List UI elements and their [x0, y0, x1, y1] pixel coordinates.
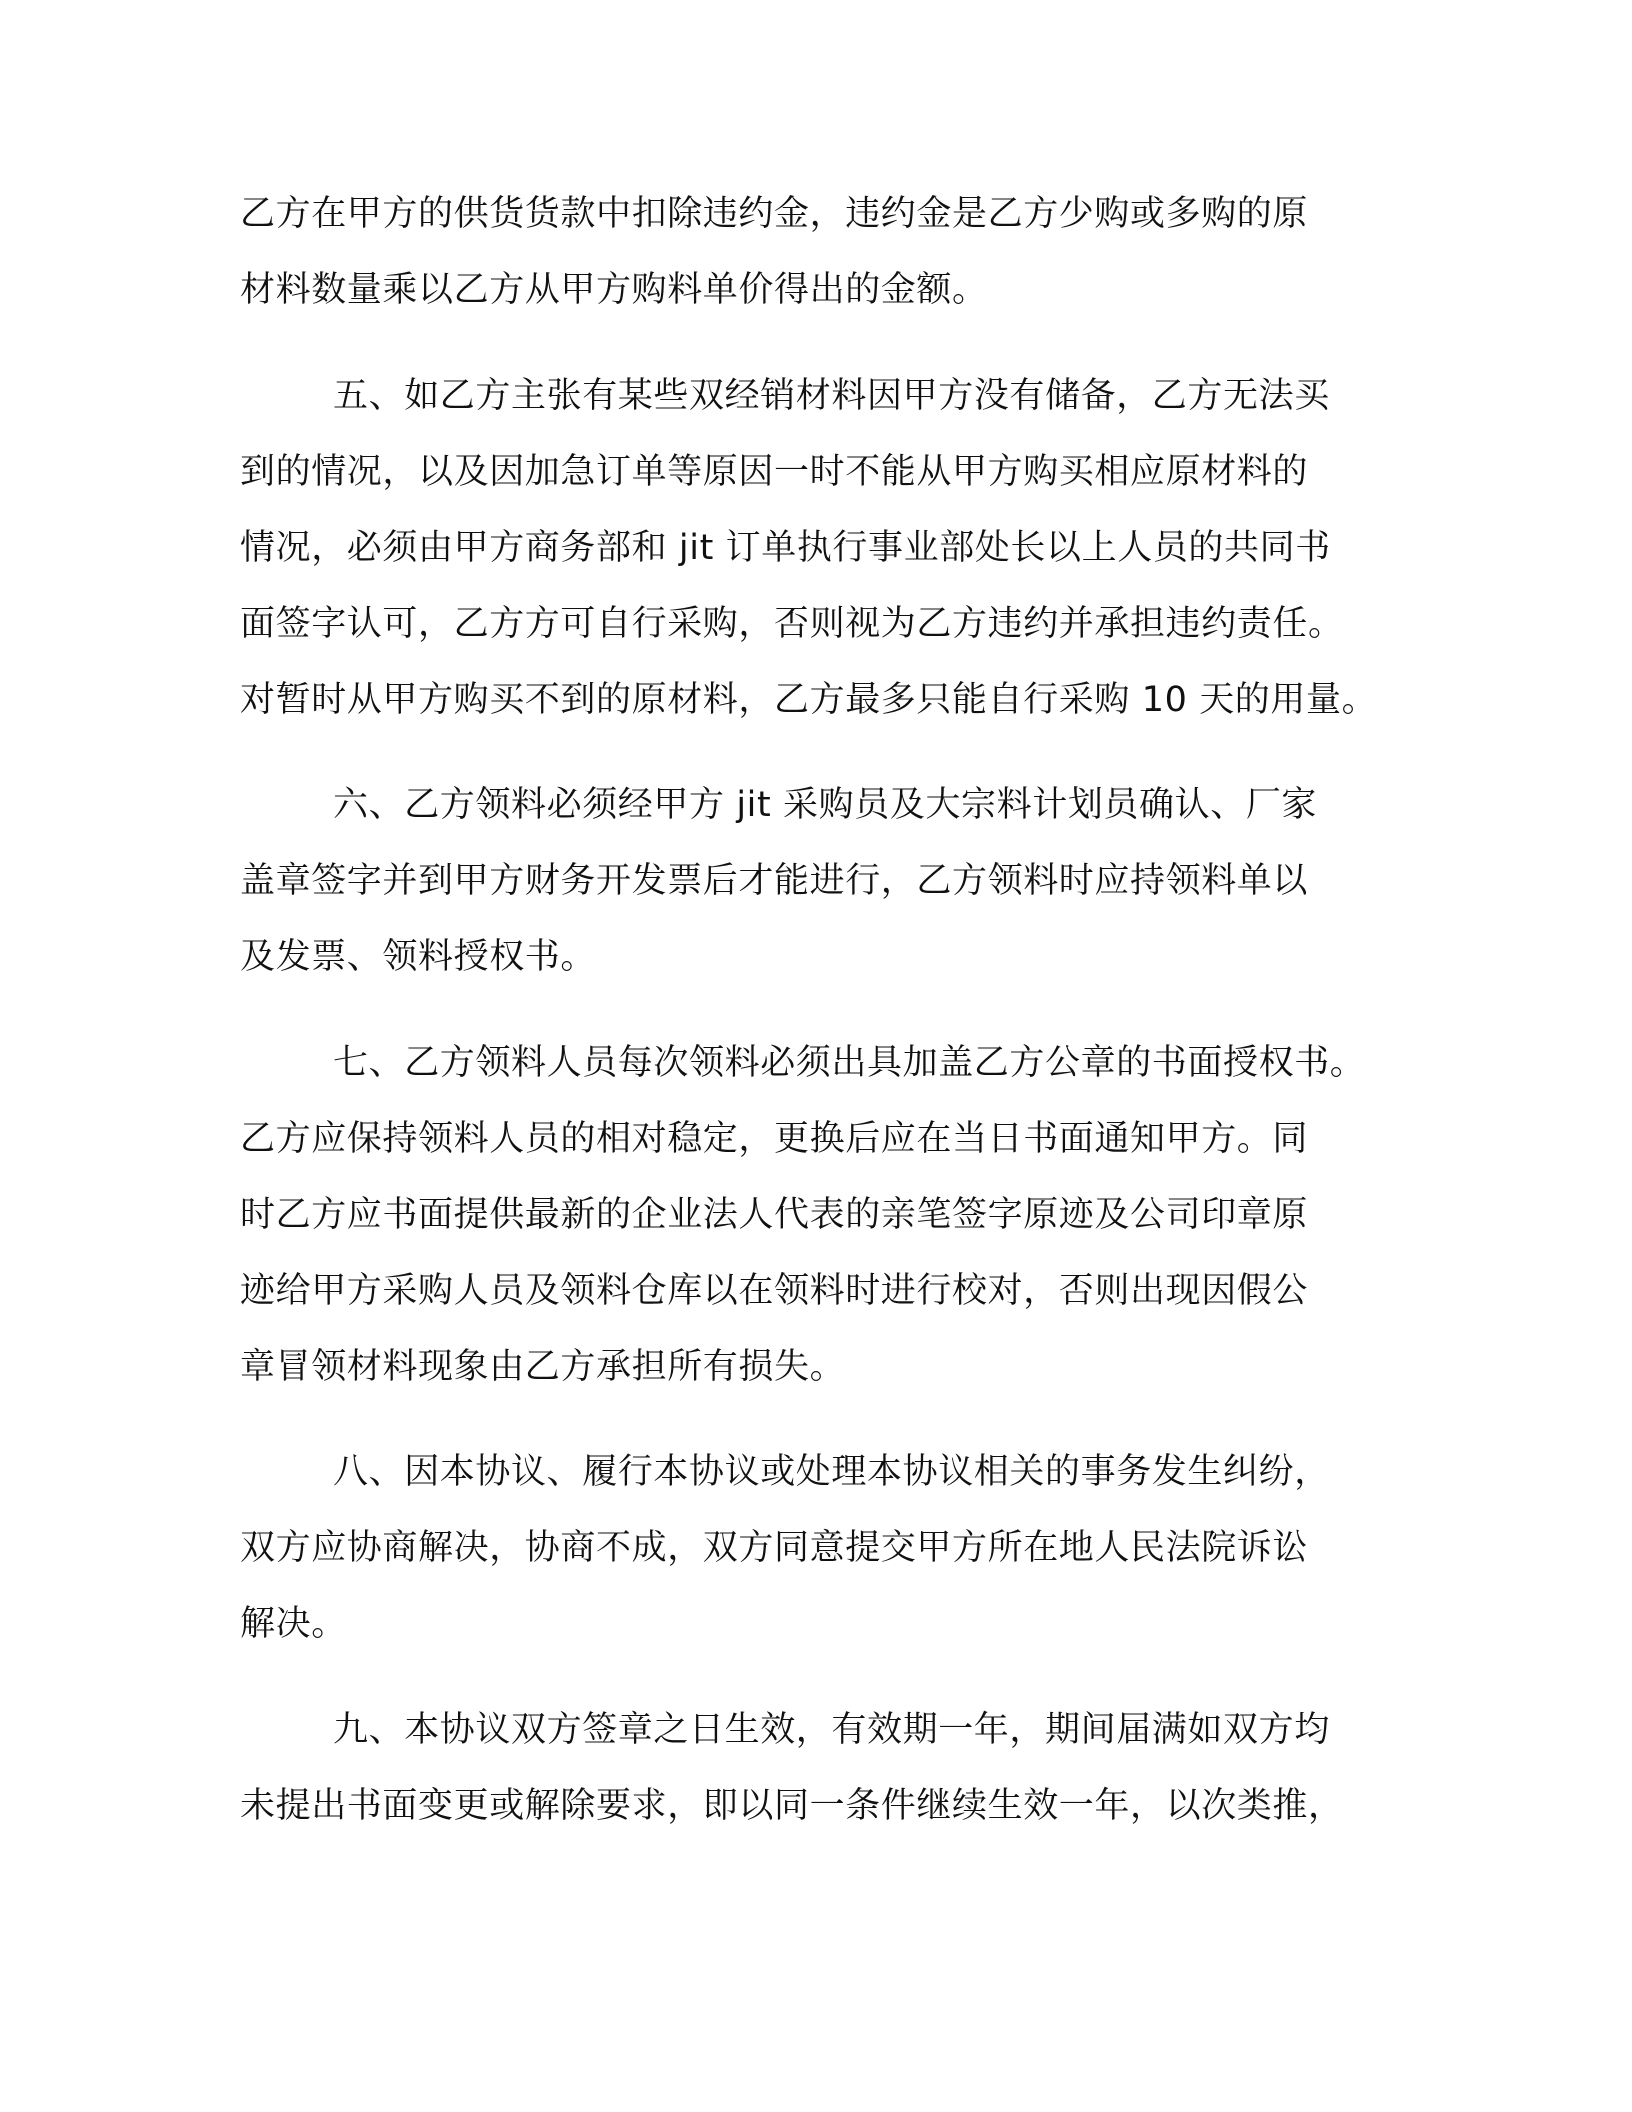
- text-line: 材料数量乘以乙方从甲方购料单价得出的金额。: [240, 270, 988, 310]
- text-line: 双方应协商解决，协商不成，双方同意提交甲方所在地人民法院诉讼: [240, 1528, 1309, 1568]
- text-line: 章冒领材料现象由乙方承担所有损失。: [240, 1347, 846, 1387]
- text-line: 盖章签字并到甲方财务开发票后才能进行，乙方领料时应持领料单以: [240, 861, 1309, 901]
- clause-5-line: 五、如乙方主张有某些双经销材料因甲方没有储备，乙方无法买: [333, 376, 1330, 416]
- text-line: 乙方在甲方的供货货款中扣除违约金，违约金是乙方少购或多购的原: [240, 194, 1309, 234]
- clause-9-line: 九、本协议双方签章之日生效，有效期一年，期间届满如双方均: [333, 1710, 1330, 1750]
- text-line: 迹给甲方采购人员及领料仓库以在领料时进行校对，否则出现因假公: [240, 1271, 1309, 1311]
- text-line: 及发票、领料授权书。: [240, 937, 597, 977]
- text-line: 解决。: [240, 1604, 347, 1644]
- text-line: 到的情况，以及因加急订单等原因一时不能从甲方购买相应原材料的: [240, 452, 1309, 492]
- text-line: 情况，必须由甲方商务部和 jit 订单执行事业部处长以上人员的共同书: [240, 528, 1331, 568]
- text-line: 乙方应保持领料人员的相对稳定，更换后应在当日书面通知甲方。同: [240, 1119, 1309, 1159]
- text-line: 面签字认可，乙方方可自行采购，否则视为乙方违约并承担违约责任。: [240, 604, 1344, 644]
- clause-6-line: 六、乙方领料必须经甲方 jit 采购员及大宗料计划员确认、厂家: [333, 785, 1318, 825]
- clause-8-line: 八、因本协议、履行本协议或处理本协议相关的事务发生纠纷，: [333, 1452, 1330, 1492]
- text-line: 时乙方应书面提供最新的企业法人代表的亲笔签字原迹及公司印章原: [240, 1195, 1309, 1235]
- text-line: 对暂时从甲方购买不到的原材料，乙方最多只能自行采购 10 天的用量。: [240, 680, 1378, 720]
- text-line: 未提出书面变更或解除要求，即以同一条件继续生效一年，以次类推，: [240, 1786, 1344, 1826]
- clause-7-line: 七、乙方领料人员每次领料必须出具加盖乙方公章的书面授权书。: [333, 1043, 1366, 1083]
